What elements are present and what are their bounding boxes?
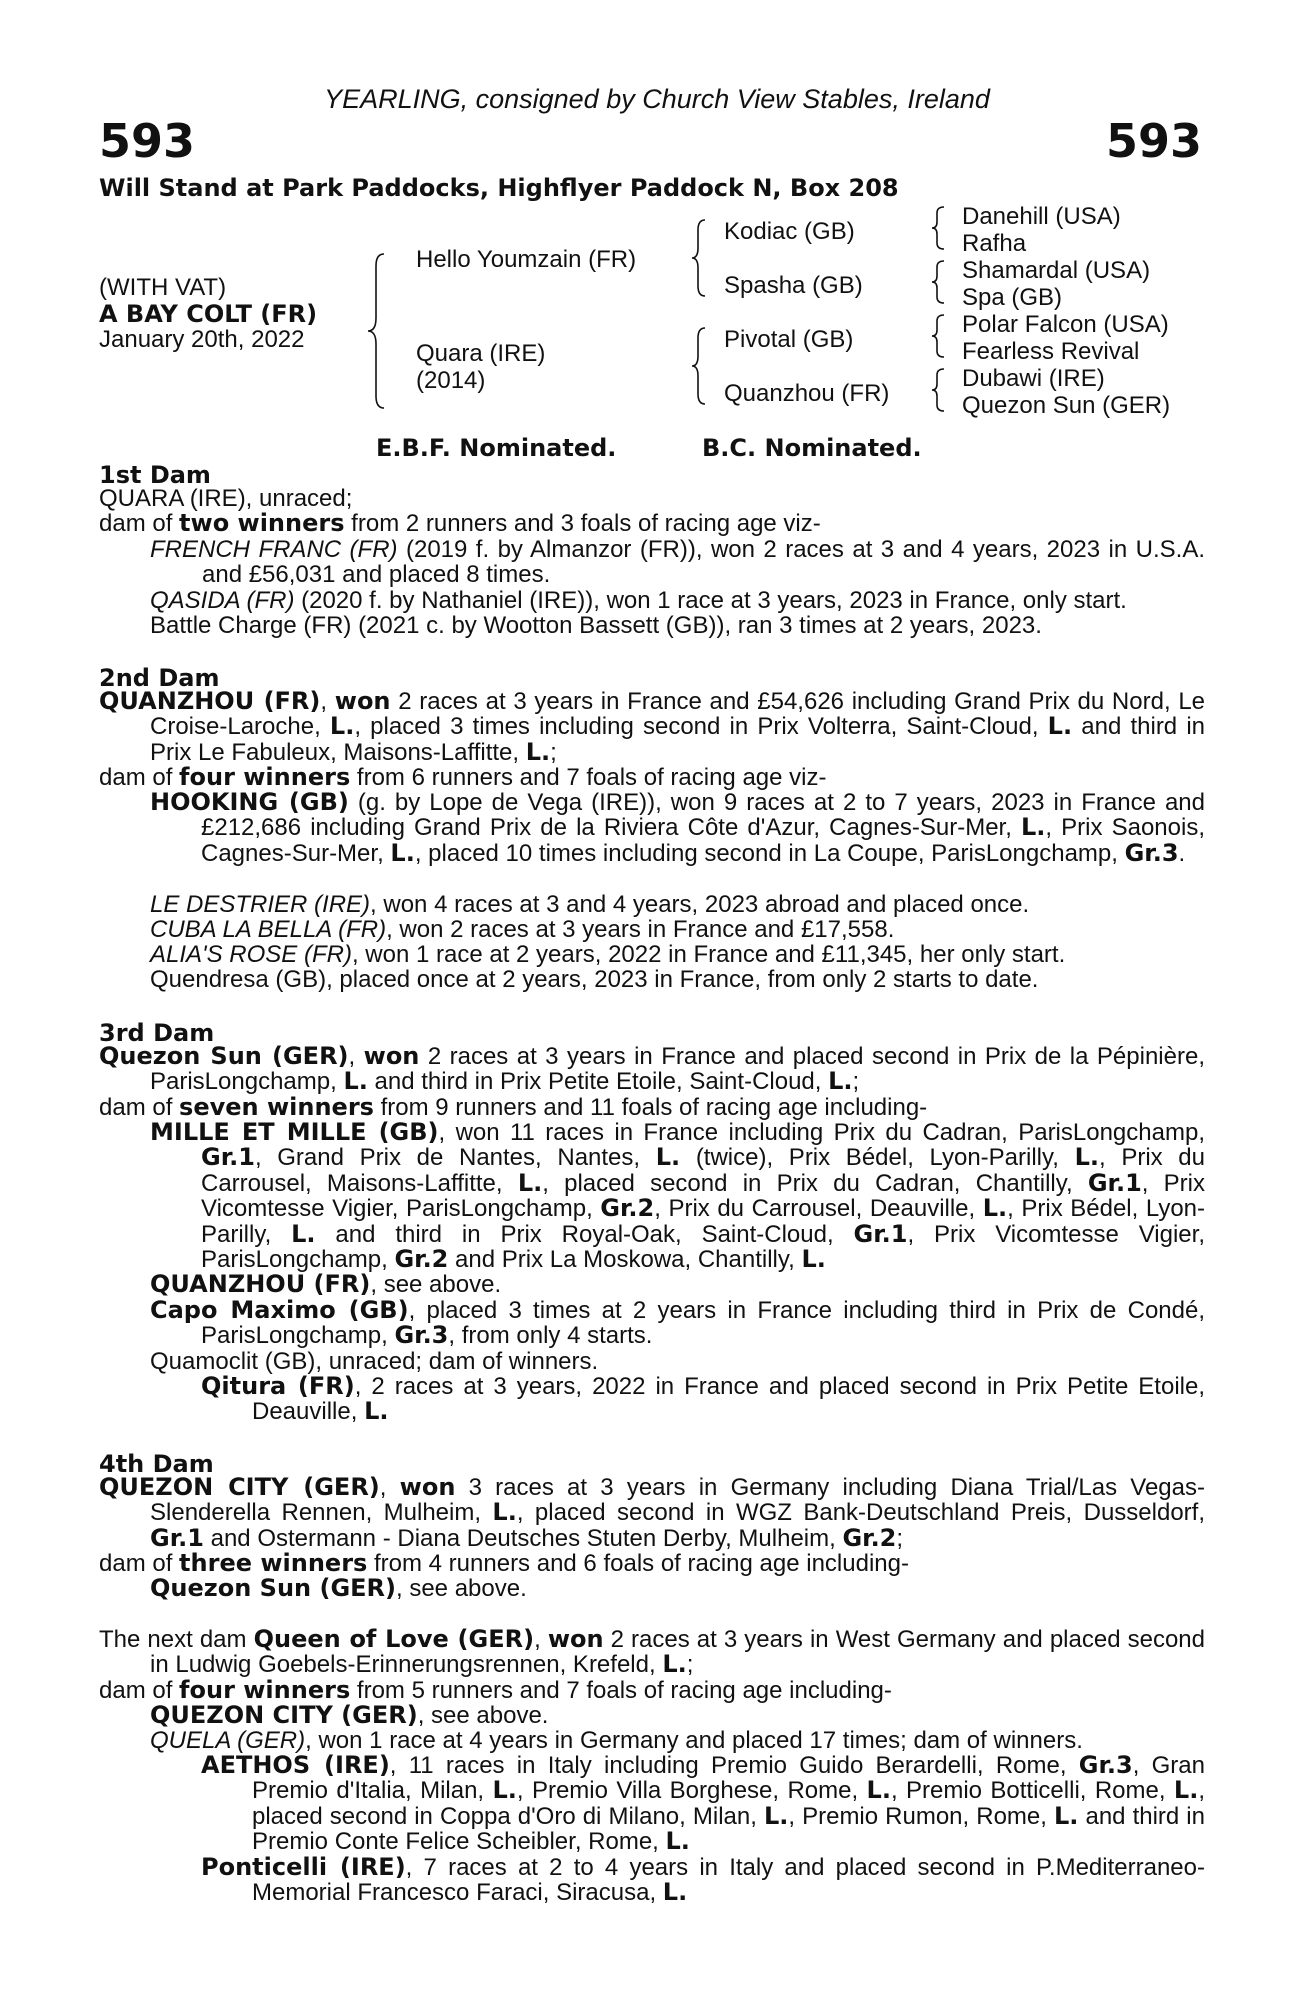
dam3-progeny-quamoclit: Quamoclit (GB), unraced; dam of winners.	[150, 1348, 599, 1375]
dam3-record: Quezon Sun (GER), won 2 races at 3 years in France and placed second in Prix de la Pépinière, ParisLongchamp, L. and third in Prix Petite Etoile, Saint-Cloud, L.;	[99, 1042, 1205, 1096]
bc-nominated: B.C. Nominated.	[702, 434, 922, 462]
gen3-8: Quezon Sun (GER)	[962, 392, 1171, 419]
dam1-heading: 1st Dam	[99, 461, 211, 489]
dam3-heading: 3rd Dam	[99, 1019, 215, 1047]
dam4-produce-line: dam of three winners from 4 runners and 6 foals of racing age including-	[99, 1549, 909, 1577]
dam1-name-line: QUARA (IRE), unraced;	[99, 485, 353, 512]
pedigree-brace-2a	[690, 218, 710, 298]
nextdam-grandprogeny-ponticelli: Ponticelli (IRE), 7 races at 2 to 4 years in Italy and placed second in P.Mediterraneo-Memorial Francesco Faraci, Siracusa, L.	[201, 1853, 1205, 1907]
stand-location: Will Stand at Park Paddocks, Highflyer Paddock N, Box 208	[99, 174, 899, 202]
grandsire-dam: Pivotal (GB)	[724, 326, 854, 353]
dam3-grandprogeny-qitura: Qitura (FR), 2 races at 3 years, 2022 in France and placed second in Prix Petite Etoile, Deauville, L.	[201, 1372, 1206, 1426]
lot-number-left: 593	[99, 114, 196, 168]
sire-name: Hello Youmzain (FR)	[416, 246, 637, 273]
dam3-progeny-mille: MILLE ET MILLE (GB), won 11 races in France including Prix du Cadran, ParisLongchamp, Gr.1, Grand Prix de Nantes, Nantes, L. (twice), Prix Bédel, Lyon-Parilly, L., Prix du Carrousel, Maisons-Laffitte, L., placed second in Prix du Cadran, Chantilly, Gr.1, Prix Vicomtesse Vigier, ParisLongchamp, Gr.2, Prix du Carrousel, Deauville, L., Prix Bédel, Lyon-Parilly, L. and third in Prix Royal-Oak, Saint-Cloud, Gr.1, Prix Vicomtesse Vigier, ParisLongchamp, Gr.2 and Prix La Moskowa, Chantilly, L.	[150, 1118, 1206, 1274]
dam3-produce-line: dam of seven winners from 9 runners and 11 foals of racing age including-	[99, 1093, 928, 1121]
nextdam-grandprogeny-aethos: AETHOS (IRE), 11 races in Italy including Premio Guido Berardelli, Rome, Gr.3, Gran Premio d'Italia, Milan, L., Premio Villa Borghese, Rome, L., Premio Botticelli, Rome, L., placed second in Coppa d'Oro di Milano, Milan, L., Premio Rumon, Rome, L. and third in Premio Conte Felice Scheibler, Rome, L.	[201, 1751, 1205, 1856]
dam1-progeny-1: FRENCH FRANC (FR) (2019 f. by Almanzor (FR)), won 2 races at 3 and 4 years, 2023 in U.S.A. and £56,031 and placed 8 times.	[150, 536, 1205, 589]
pedigree-brace-3b	[930, 259, 948, 305]
colt-dob: January 20th, 2022	[99, 326, 305, 353]
pedigree-brace-3d	[930, 367, 948, 413]
pedigree-brace-1	[366, 252, 390, 410]
dam4-progeny-quezon-sun: Quezon Sun (GER), see above.	[150, 1574, 527, 1602]
nextdam-produce-line: dam of four winners from 5 runners and 7 foals of racing age including-	[99, 1676, 892, 1704]
dam2-progeny-3: CUBA LA BELLA (FR), won 2 races at 3 years in France and £17,558.	[150, 916, 895, 943]
dam3-progeny-capo: Capo Maximo (GB), placed 3 times at 2 years in France including third in Prix de Condé, ParisLongchamp, Gr.3, from only 4 starts.	[150, 1296, 1206, 1350]
grandsire-sire: Kodiac (GB)	[724, 218, 855, 245]
nextdam-record: The next dam Queen of Love (GER), won 2 races at 3 years in West Germany and placed second in Ludwig Goebels-Erinnerungsrennen, Krefeld, L.;	[99, 1625, 1206, 1679]
dam2-progeny-2: LE DESTRIER (IRE), won 4 races at 3 and 4 years, 2023 abroad and placed once.	[150, 891, 1030, 918]
gen3-5: Polar Falcon (USA)	[962, 311, 1169, 338]
nextdam-progeny-quela: QUELA (GER), won 1 race at 4 years in Germany and placed 17 times; dam of winners.	[150, 1727, 1083, 1754]
nextdam-progeny-quezon-city: QUEZON CITY (GER), see above.	[150, 1701, 549, 1729]
dam2-heading: 2nd Dam	[99, 664, 220, 692]
dam2-record: QUANZHOU (FR), won 2 races at 3 years in France and £54,626 including Grand Prix du Nord, Le Croise-Laroche, L., placed 3 times including second in Prix Volterra, Saint-Cloud, L. and third in Prix Le Fabuleux, Maisons-Laffitte, L.;	[99, 687, 1206, 766]
granddam-sire: Spasha (GB)	[724, 272, 863, 299]
dam2-progeny-hooking: HOOKING (GB) (g. by Lope de Vega (IRE)), won 9 races at 2 to 7 years, 2023 in France and £212,686 including Grand Prix de la Riviera Côte d'Azur, Cagnes-Sur-Mer, L., Prix Saonois, Cagnes-Sur-Mer, L., placed 10 times including second in La Coupe, ParisLongchamp, Gr.3.	[150, 788, 1206, 867]
gen3-4: Spa (GB)	[962, 284, 1063, 311]
dam1-progeny-2: QASIDA (FR) (2020 f. by Nathaniel (IRE)), won 1 race at 3 years, 2023 in France, only start.	[150, 587, 1127, 614]
dam3-progeny-quanzhou: QUANZHOU (FR), see above.	[150, 1270, 502, 1298]
lot-number-right: 593	[1105, 114, 1202, 168]
gen3-2: Rafha	[962, 230, 1027, 257]
sale-subtitle: YEARLING, consigned by Church View Stables, Ireland	[324, 84, 990, 114]
granddam-dam: Quanzhou (FR)	[724, 380, 890, 407]
dam-name: Quara (IRE)	[416, 340, 546, 367]
gen3-3: Shamardal (USA)	[962, 257, 1151, 284]
pedigree-brace-3c	[930, 313, 948, 359]
dam2-progeny-5: Quendresa (GB), placed once at 2 years, 2023 in France, from only 2 starts to date.	[150, 966, 1039, 993]
gen3-1: Danehill (USA)	[962, 203, 1121, 230]
gen3-6: Fearless Revival	[962, 338, 1140, 365]
ebf-nominated: E.B.F. Nominated.	[376, 434, 617, 462]
dam2-produce-line: dam of four winners from 6 runners and 7 foals of racing age viz-	[99, 763, 827, 791]
dam-year: (2014)	[416, 367, 486, 394]
pedigree-brace-3a	[930, 205, 948, 251]
colt-name: A BAY COLT (FR)	[99, 300, 318, 328]
gen3-7: Dubawi (IRE)	[962, 365, 1105, 392]
dam4-record: QUEZON CITY (GER), won 3 races at 3 years in Germany including Diana Trial/Las Vegas-Slenderella Rennen, Mulheim, L., placed second in WGZ Bank-Deutschland Preis, Dusseldorf, Gr.1 and Ostermann - Diana Deutsches Stuten Derby, Mulheim, Gr.2;	[99, 1473, 1205, 1552]
vat-note: (WITH VAT)	[99, 274, 227, 301]
dam1-progeny-3: Battle Charge (FR) (2021 c. by Wootton Bassett (GB)), ran 3 times at 2 years, 2023.	[150, 612, 1042, 639]
dam1-produce-line: dam of two winners from 2 runners and 3 foals of racing age viz-	[99, 509, 821, 537]
dam2-progeny-4: ALIA'S ROSE (FR), won 1 race at 2 years, 2022 in France and £11,345, her only start.	[150, 941, 1066, 968]
pedigree-brace-2b	[690, 326, 710, 406]
dam4-heading: 4th Dam	[99, 1450, 214, 1478]
